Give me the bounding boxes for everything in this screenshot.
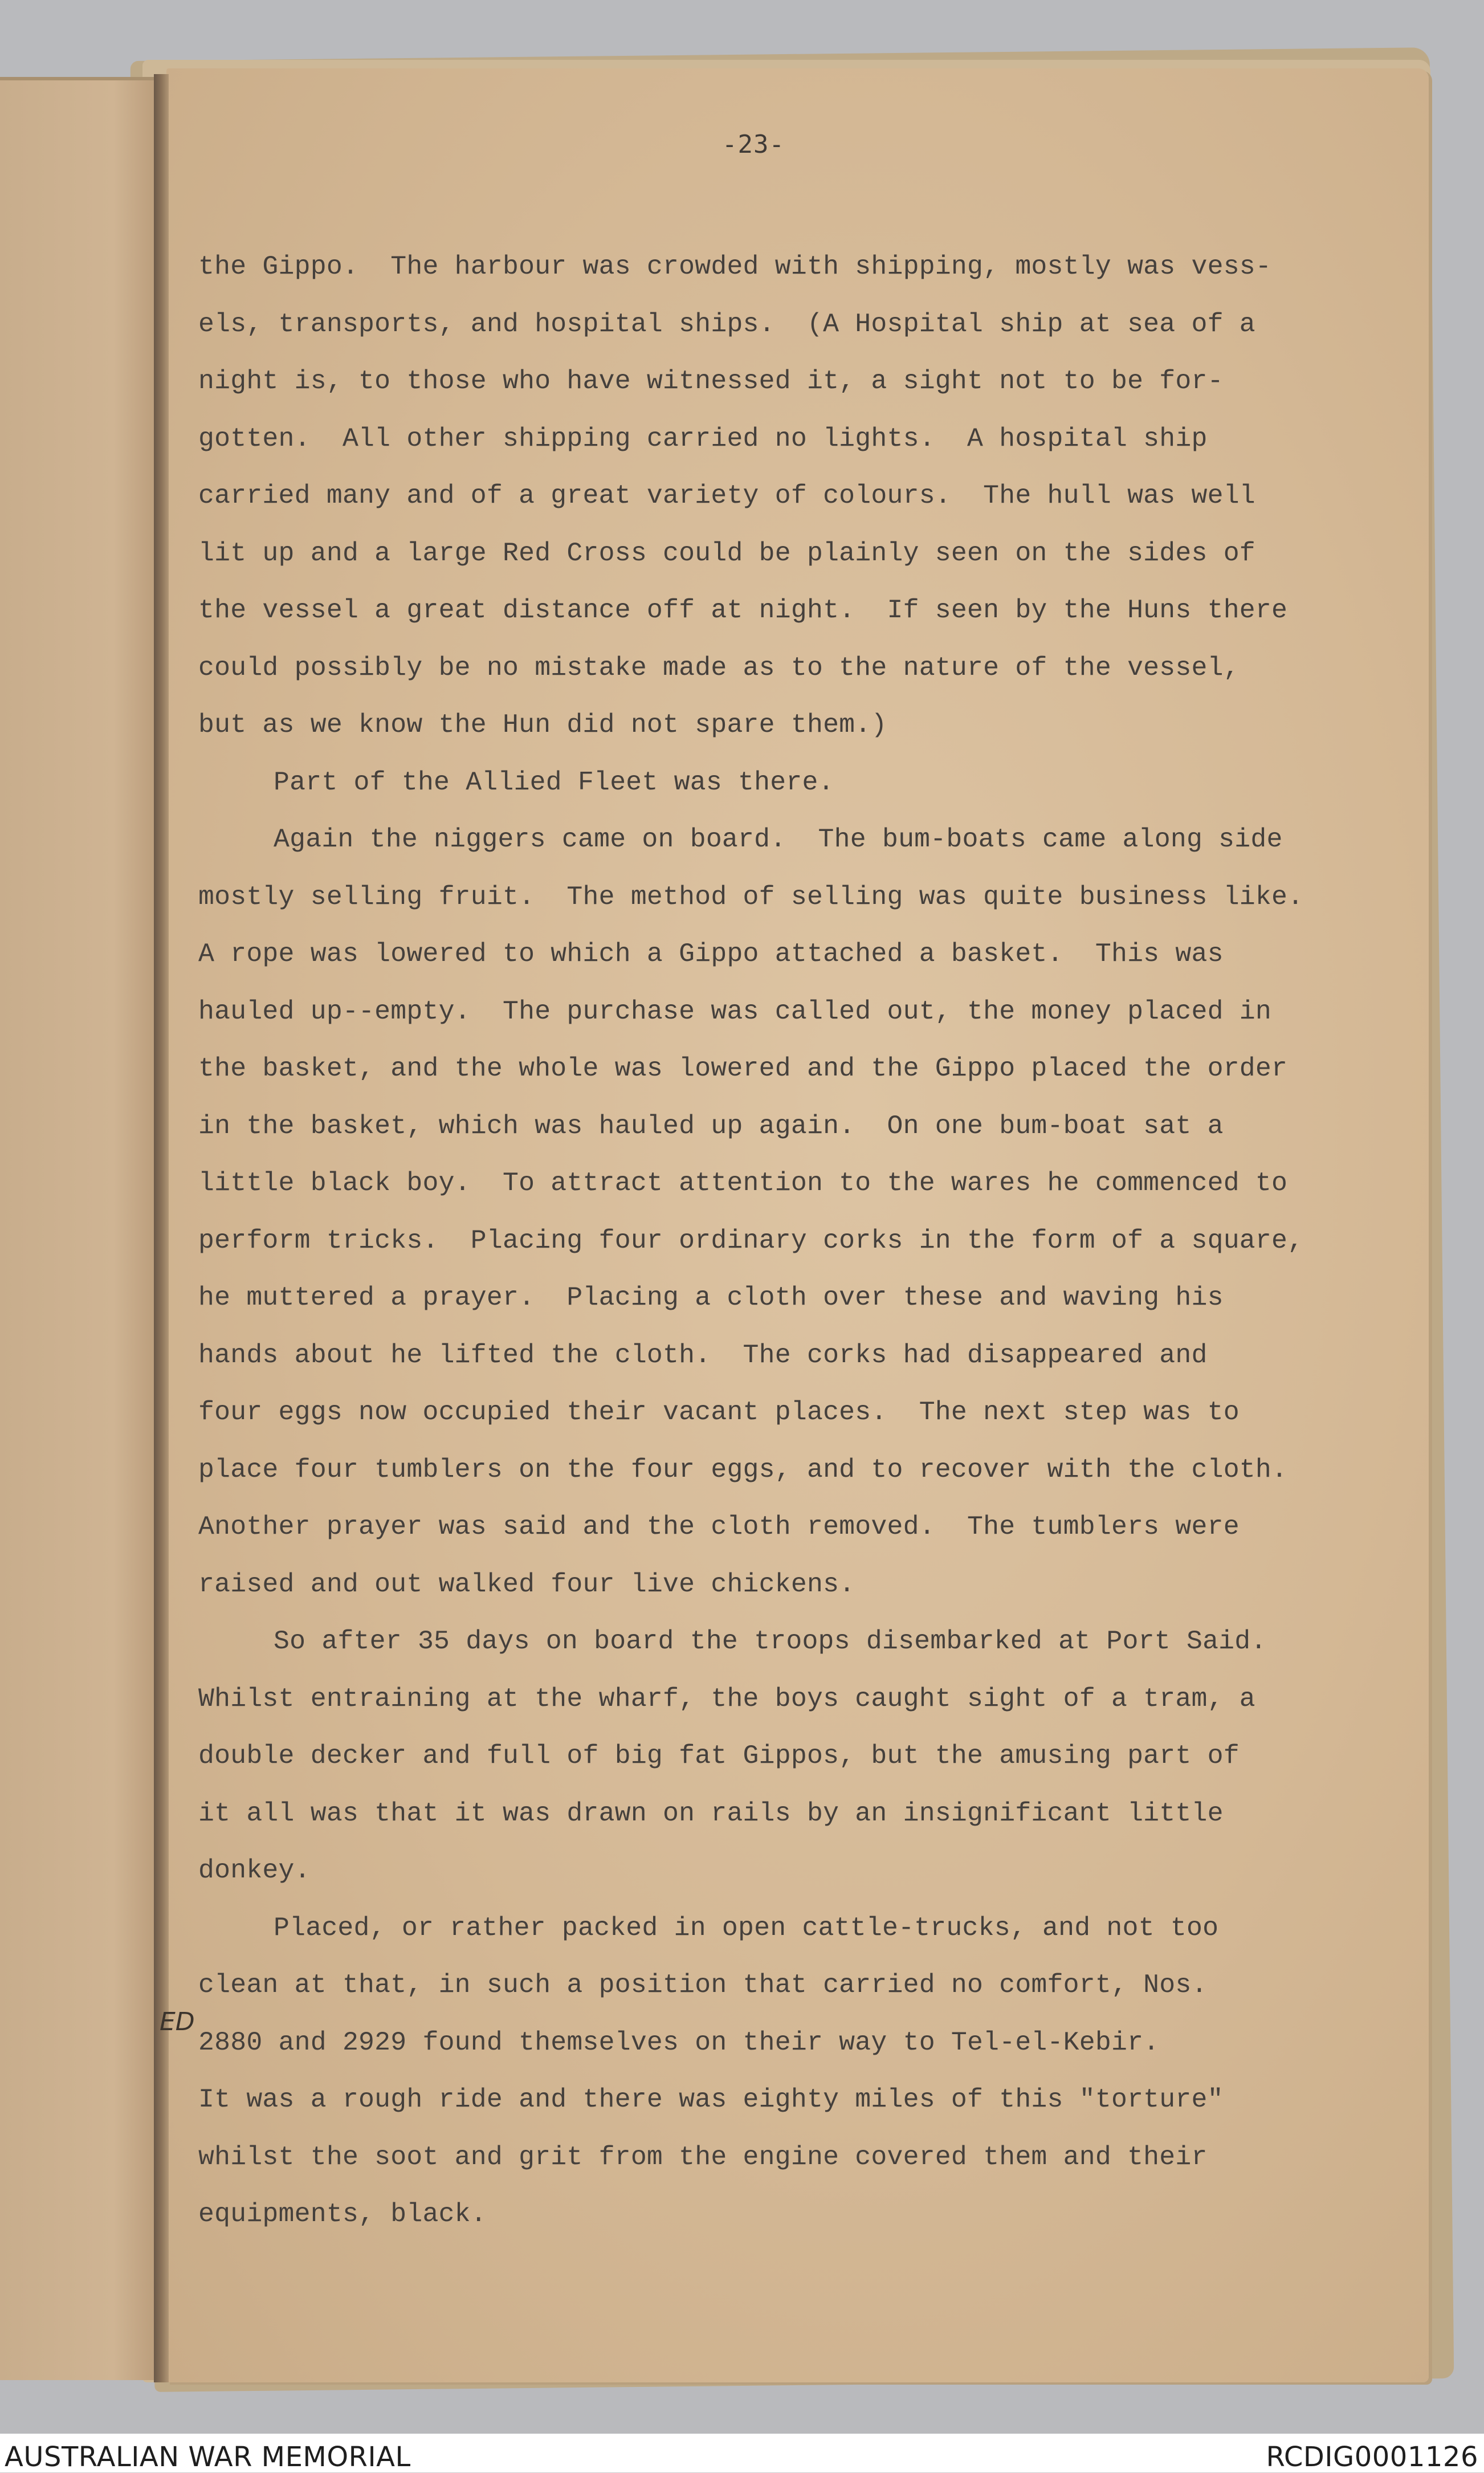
typed-text-body [198, 238, 1395, 2243]
text-line: whilst the soot and grit from the engine covered them and their [198, 2141, 1208, 2172]
left-page [0, 77, 162, 2380]
text-line: the Gippo. The harbour was crowded with shipping, mostly was vess- [198, 251, 1272, 282]
text-line: So after 35 days on board the troops disembarked at Port Said. [274, 1626, 1267, 1656]
text-line: he muttered a prayer. Placing a cloth over these and waving his [198, 1282, 1224, 1313]
text-line: els, transports, and hospital ships. (A Hospital ship at sea of a [198, 308, 1255, 339]
handwritten-margin-note: ED [160, 2007, 195, 2036]
text-line: night is, to those who have witnessed it, a sight not to be for- [198, 366, 1224, 396]
text-line: It was a rough ride and there was eighty miles of this "torture" [198, 2084, 1224, 2115]
text-line: in the basket, which was hauled up again. On one bum-boat sat a [198, 1110, 1224, 1141]
text-line: mostly selling fruit. The method of selling was quite business like. [198, 881, 1304, 912]
text-line: hauled up--empty. The purchase was called out, the money placed in [198, 996, 1272, 1026]
text-line: hands about he lifted the cloth. The corks had disappeared and [198, 1339, 1208, 1370]
text-line: but as we know the Hun did not spare them.) [198, 710, 887, 740]
text-line: perform tricks. Placing four ordinary corks in the form of a square, [198, 1225, 1304, 1256]
text-line: Whilst entraining at the wharf, the boys caught sight of a tram, a [198, 1683, 1255, 1714]
text-line: carried many and of a great variety of colours. The hull was well [198, 480, 1255, 511]
page-number: -23- [722, 130, 785, 159]
text-line: the basket, and the whole was lowered and the Gippo placed the order [198, 1053, 1288, 1083]
text-line: lit up and a large Red Cross could be plainly seen on the sides of [198, 537, 1255, 568]
text-line: clean at that, in such a position that carried no comfort, Nos. [198, 1970, 1208, 2000]
text-line: Another prayer was said and the cloth removed. The tumblers were [198, 1511, 1240, 1542]
text-line: it all was that it was drawn on rails by an insignificant little [198, 1798, 1224, 1828]
text-line: A rope was lowered to which a Gippo attached a basket. This was [198, 939, 1224, 969]
text-line: double decker and full of big fat Gippos, but the amusing part of [198, 1741, 1240, 1771]
text-line: little black boy. To attract attention to the wares he commenced to [198, 1168, 1288, 1198]
archive-credit: AUSTRALIAN WAR MEMORIAL [5, 2441, 411, 2473]
archive-id: RCDIG0001126 [1266, 2441, 1478, 2473]
text-line: Placed, or rather packed in open cattle-trucks, and not too [274, 1912, 1219, 1943]
text-line: donkey. [198, 1855, 311, 1885]
text-line: equipments, black. [198, 2199, 487, 2229]
text-line: gotten. All other shipping carried no lights. A hospital ship [198, 423, 1208, 454]
text-line: 2880 and 2929 found themselves on their way to Tel-el-Kebir. [198, 2027, 1160, 2058]
text-line: raised and out walked four live chickens. [198, 1568, 855, 1599]
text-line: could possibly be no mistake made as to the nature of the vessel, [198, 652, 1240, 683]
text-line: four eggs now occupied their vacant places. The next step was to [198, 1397, 1240, 1427]
text-line: Again the niggers came on board. The bum-boats came along side [274, 824, 1283, 854]
text-line: the vessel a great distance off at night. If seen by the Huns there [198, 595, 1288, 625]
text-line: place four tumblers on the four eggs, and to recover with the cloth. [198, 1454, 1288, 1485]
text-line: Part of the Allied Fleet was there. [274, 767, 834, 797]
